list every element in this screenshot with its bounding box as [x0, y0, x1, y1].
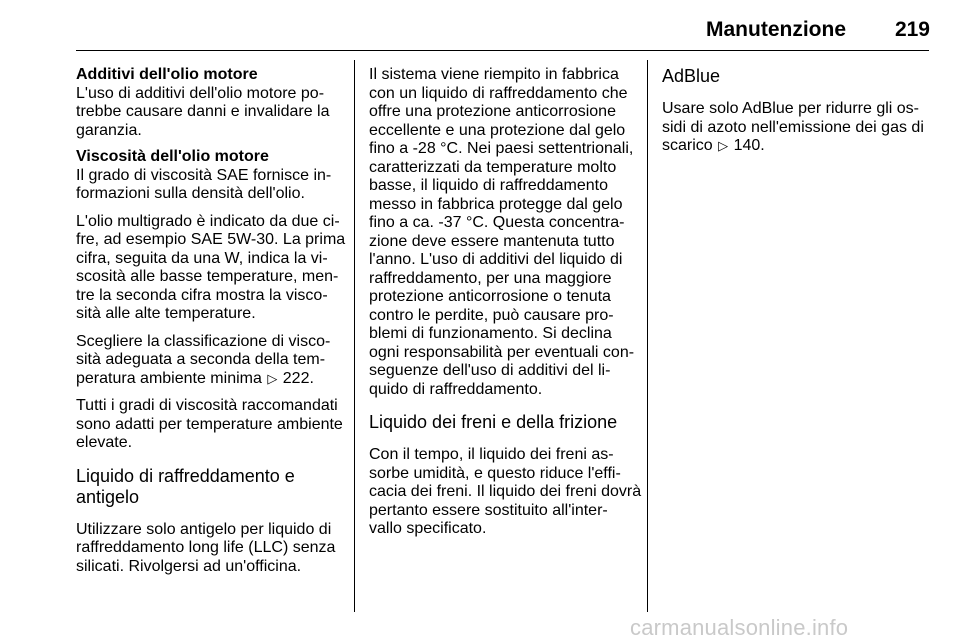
column-1 — [76, 66, 346, 576]
page-reference-arrow-icon: ▷ — [267, 370, 278, 386]
text-line: eccellente e una protezione dal gelo — [369, 121, 626, 139]
text-line: Il sistema viene riempito in fabbrica — [369, 66, 619, 83]
text-line: quido di raffreddamento. — [369, 380, 543, 398]
subheading-engine-oil-additives: Additivi dell'olio motore — [76, 66, 258, 83]
text-line: cacia dei freni. Il liquido dei freni dovrà — [369, 483, 642, 500]
text-line: raffreddamento long life (LLC) senza — [76, 539, 336, 556]
text-fragment: peratura ambiente minima — [76, 369, 262, 387]
text-line — [662, 137, 930, 156]
text-line: basse, il liquido di raffreddamento — [369, 177, 608, 194]
text-line: Il grado di viscosità SAE fornisce in- — [76, 166, 332, 184]
text-line: offre una protezione anticorrosione — [369, 103, 616, 120]
text-line: fino a ca. -37 °C. Questa concentra- — [369, 214, 625, 231]
column-divider-1 — [354, 60, 355, 612]
text-line: garanzia. — [76, 121, 142, 139]
text-line: contro le perdite, può causare pro- — [369, 306, 614, 324]
text-line: sono adatti per temperature ambiente — [76, 415, 343, 433]
text-line: protezione anticorrosione o tenuta — [369, 288, 611, 305]
text-line: sità adeguata a seconda della tem- — [76, 351, 326, 368]
text-line: L'uso di additivi dell'olio motore po- — [76, 84, 325, 102]
subheading-engine-oil-viscosity: Viscosità dell'olio motore — [76, 148, 269, 165]
page-reference-link[interactable]: 222. — [282, 369, 314, 387]
text-line: fre, ad esempio SAE 5W-30. La prima — [76, 231, 346, 248]
text-line: raffreddamento, per una maggiore — [369, 269, 612, 287]
page-number: 219 — [894, 18, 930, 41]
text-line: ogni responsabilità per eventuali con- — [369, 343, 635, 361]
text-line: formazioni sulla densità dell'olio. — [76, 185, 305, 202]
text-line: Utilizzare solo antigelo per liquido di — [76, 520, 332, 538]
text-line: pertanto essere sostituito all'inter- — [369, 501, 608, 519]
column-3 — [662, 66, 930, 156]
text-line: cifra, seguita da una W, indica la vi- — [76, 249, 328, 267]
text-line: seguenze dell'uso di additivi del li- — [369, 362, 611, 379]
text-line: con un liquido di raffreddamento che — [369, 84, 628, 102]
text-line: messo in fabbrica protegge dal gelo — [369, 195, 623, 213]
text-line: Con il tempo, il liquido dei freni as- — [369, 446, 614, 463]
page-section-title: Manutenzione — [706, 18, 846, 41]
text-line: vallo specificato. — [369, 520, 487, 537]
text-line: Usare solo AdBlue per ridurre gli os- — [662, 100, 920, 117]
heading-brake-clutch-fluid: Liquido dei freni e della frizione — [369, 412, 618, 432]
text-line: scosità alle basse temperature, men- — [76, 268, 339, 285]
text-line: Tutti i gradi di viscosità raccomandati — [76, 397, 338, 414]
text-line: blemi di funzionamento. Si declina — [369, 325, 612, 342]
text-line: tre la seconda cifra mostra la visco- — [76, 286, 328, 304]
text-line: l'anno. L'uso di additivi del liquido di — [369, 251, 623, 268]
column-2 — [369, 66, 642, 539]
heading-coolant-antifreeze: Liquido di raffreddamento e — [76, 465, 295, 486]
text-line: L'olio multigrado è indicato da due ci- — [76, 212, 340, 230]
text-line: sidi di azoto nell'emissione dei gas di — [662, 118, 924, 136]
text-line: caratterizzati da temperature molto — [369, 158, 617, 176]
watermark: carmanualsonline.info — [630, 615, 849, 640]
text-line — [76, 370, 342, 389]
page-reference-arrow-icon: ▷ — [718, 138, 729, 153]
column-divider-2 — [647, 60, 648, 612]
text-line: silicati. Rivolgersi ad un'officina. — [76, 557, 302, 575]
text-fragment: scarico — [662, 137, 713, 154]
heading-adblue: AdBlue — [662, 66, 721, 86]
text-line: sorbe umidità, e questo riduce l'effi- — [369, 464, 621, 482]
text-line: trebbe causare danni e invalidare la — [76, 103, 330, 120]
header-rule — [76, 50, 929, 51]
text-line: Scegliere la classificazione di visco- — [76, 332, 331, 350]
text-line: fino a -28 °C. Nei paesi settentrionali, — [369, 140, 634, 157]
heading-coolant-antifreeze-cont: antigelo — [76, 486, 140, 507]
text-line: elevate. — [76, 434, 133, 451]
text-line: sità alle alte temperature. — [76, 305, 256, 322]
page-reference-link[interactable]: 140. — [733, 137, 765, 154]
text-line: zione deve essere mantenuta tutto — [369, 232, 615, 250]
